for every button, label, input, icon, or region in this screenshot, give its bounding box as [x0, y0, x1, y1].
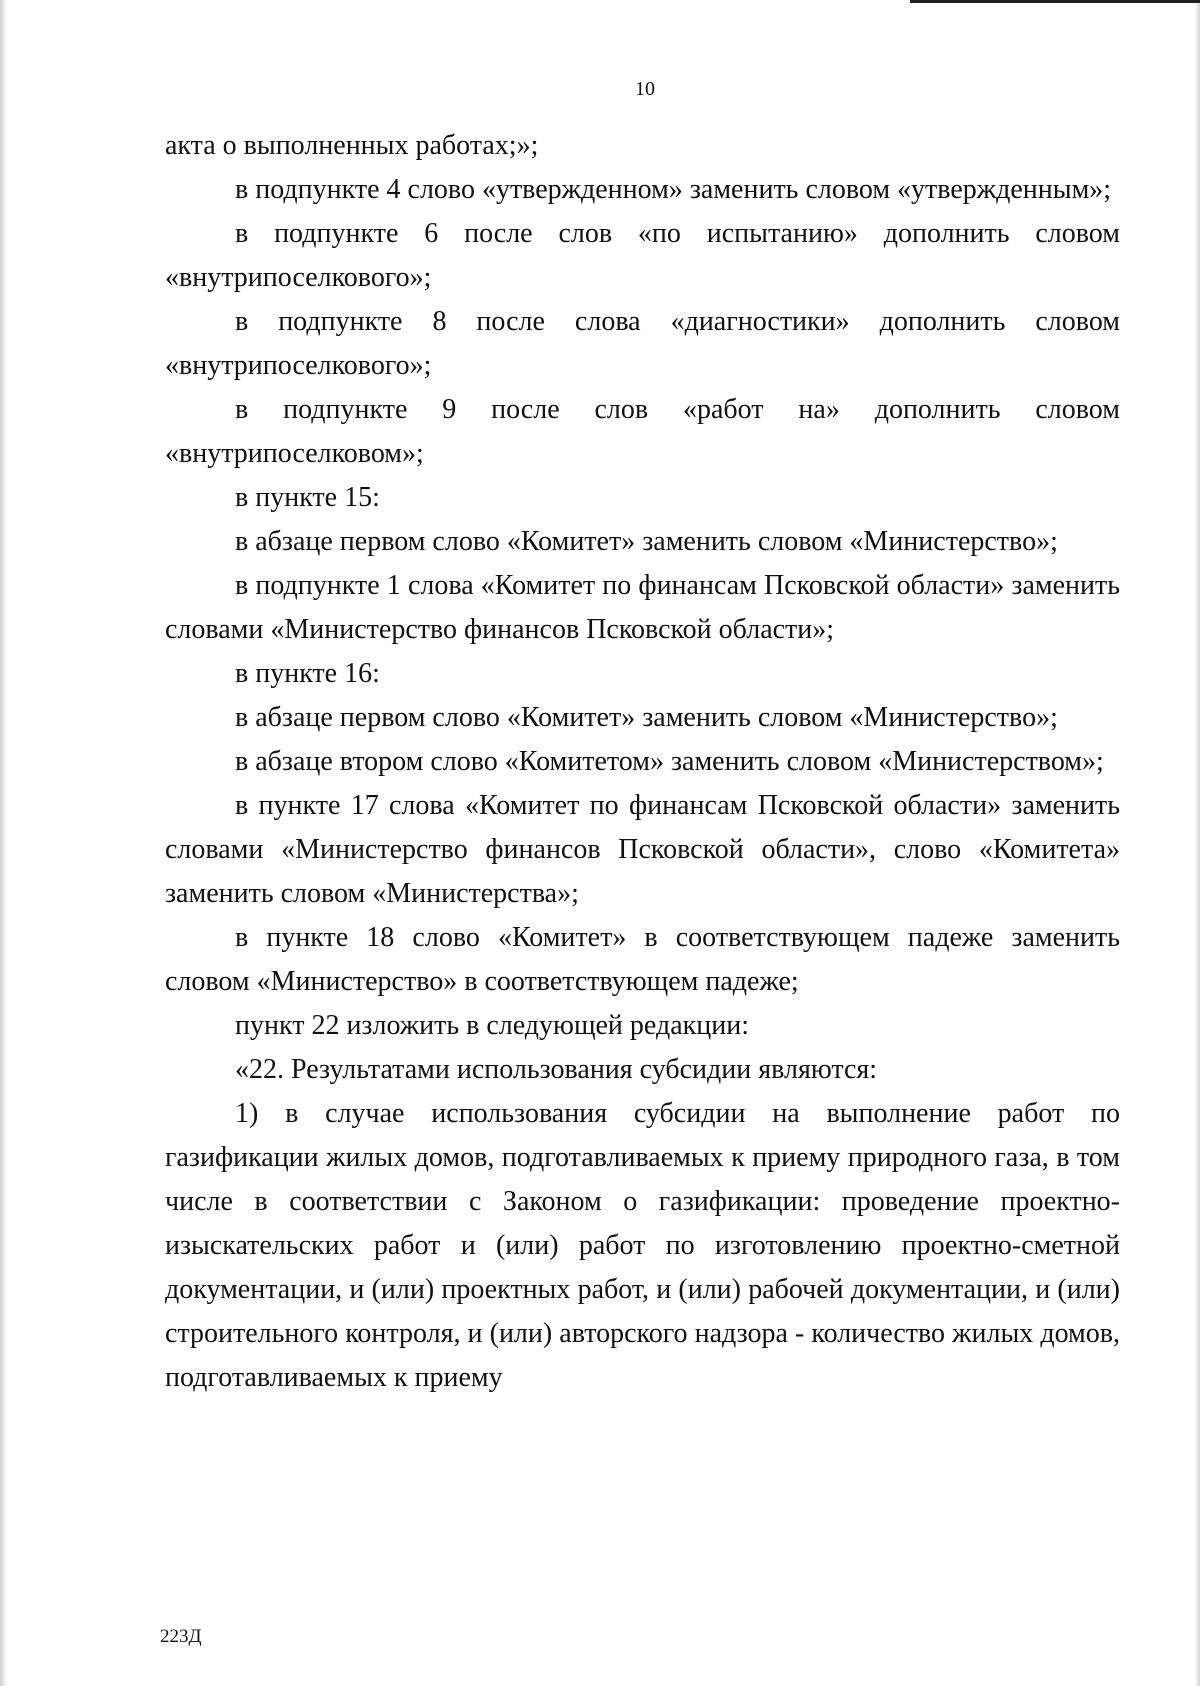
- paragraph-6: в пункте 15:: [235, 482, 380, 513]
- paragraph-10: в абзаце первом слово «Комитет» заменить словом «Министерство»;: [235, 702, 1058, 733]
- paragraph-8: в подпункте 1 слова «Комитет по финансам Псковской области» заменить словами «Министерство финансов Псковской области»;: [165, 570, 1120, 645]
- paragraph-14: пункт 22 изложить в следующей редакции:: [235, 1010, 749, 1041]
- paragraph-13: в пункте 18 слово «Комитет» в соответствующем падеже заменить словом «Министерство» в соответствующем падеже;: [165, 922, 1120, 997]
- paragraph-1: акта о выполненных работах;»;: [165, 130, 539, 161]
- scan-edge-right: [1194, 0, 1200, 1686]
- scan-edge-left: [0, 0, 8, 1686]
- paragraph-7: в абзаце первом слово «Комитет» заменить словом «Министерство»;: [235, 526, 1058, 557]
- paragraph-11: в абзаце втором слово «Комитетом» заменить словом «Министерством»;: [235, 746, 1104, 777]
- footer-document-code: 223Д: [160, 1626, 202, 1647]
- paragraph-9: в пункте 16:: [235, 658, 380, 689]
- paragraph-12: в пункте 17 слова «Комитет по финансам Псковской области» заменить словами «Министерство финансов Псковской области», слово «Комитета» заменить словом «Министерства»;: [165, 790, 1120, 909]
- document-body: [165, 124, 1120, 1400]
- paragraph-5: в подпункте 9 после слов «работ на» дополнить словом «внутрипоселковом»;: [165, 394, 1120, 469]
- top-rule: [910, 0, 1200, 3]
- paragraph-2: в подпункте 4 слово «утвержденном» заменить словом «утвержденным»;: [235, 174, 1112, 205]
- paragraph-3: в подпункте 6 после слов «по испытанию» дополнить словом «внутрипоселкового»;: [165, 218, 1120, 293]
- paragraph-4: в подпункте 8 после слова «диагностики» дополнить словом «внутрипоселкового»;: [165, 306, 1120, 381]
- paragraph-15: «22. Результатами использования субсидии являются:: [235, 1054, 878, 1085]
- paragraph-16: 1) в случае использования субсидии на выполнение работ по газификации жилых домов, подготавливаемых к приему природного газа, в том числе в соответствии с Законом о газификации: проведение проектно-изыскательских работ и (или) работ по изготовлению проектно-сметной документации, и (или) проектных работ, и (или) рабочей документации, и (или) строительного контроля, и (или) авторского надзора - количество жилых домов, подготавливаемых к приему: [165, 1098, 1120, 1393]
- page-number: 10: [635, 78, 655, 100]
